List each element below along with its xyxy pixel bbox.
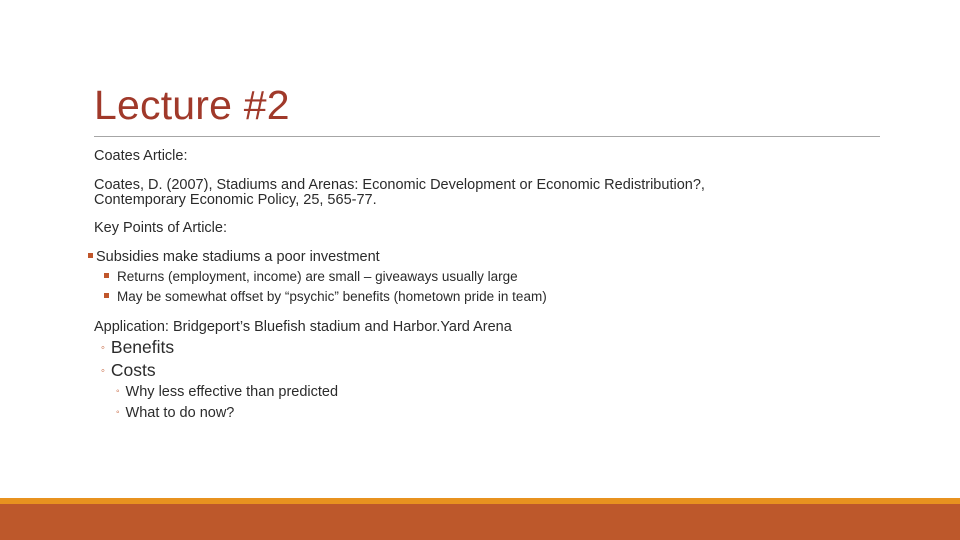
square-bullet-icon — [88, 253, 93, 258]
application-line: Application: Bridgeport’s Bluefish stadium and Harbor.Yard Arena — [94, 319, 512, 335]
cost-subitem-1-text: Why less effective than predicted — [125, 384, 339, 400]
point-1 — [88, 249, 380, 265]
benefits-text: Benefits — [110, 337, 175, 357]
costs-item — [101, 360, 156, 381]
subpoint-1 — [104, 269, 518, 284]
ring-bullet-icon: ◦ — [101, 365, 105, 377]
cost-subitem-2-text: What to do now? — [125, 405, 235, 421]
costs-text: Costs — [110, 360, 156, 380]
citation-line-2: Contemporary Economic Policy, 25, 565-77. — [94, 192, 377, 208]
title-divider — [94, 136, 880, 137]
subpoint-2 — [104, 289, 547, 304]
article-heading: Coates Article: — [94, 148, 188, 164]
key-points-heading: Key Points of Article: — [94, 220, 227, 236]
cost-subitem-1 — [116, 384, 338, 400]
ring-bullet-icon: ◦ — [116, 407, 120, 418]
ring-bullet-icon: ◦ — [116, 386, 120, 397]
citation-line-1: Coates, D. (2007), Stadiums and Arenas: Economic Development or Economic Redistribution?, — [94, 177, 705, 193]
ring-bullet-icon: ◦ — [101, 342, 105, 354]
square-bullet-icon — [104, 273, 109, 278]
benefits-item — [101, 337, 174, 358]
square-bullet-icon — [104, 293, 109, 298]
subpoint-1-text: Returns (employment, income) are small – giveaways usually large — [117, 269, 518, 284]
footer-bar — [0, 504, 960, 540]
cost-subitem-2 — [116, 405, 234, 421]
slide-title: Lecture #2 — [94, 82, 290, 128]
subpoint-2-text: May be somewhat offset by “psychic” benefits (hometown pride in team) — [117, 289, 547, 304]
point-1-text: Subsidies make stadiums a poor investment — [96, 249, 380, 265]
